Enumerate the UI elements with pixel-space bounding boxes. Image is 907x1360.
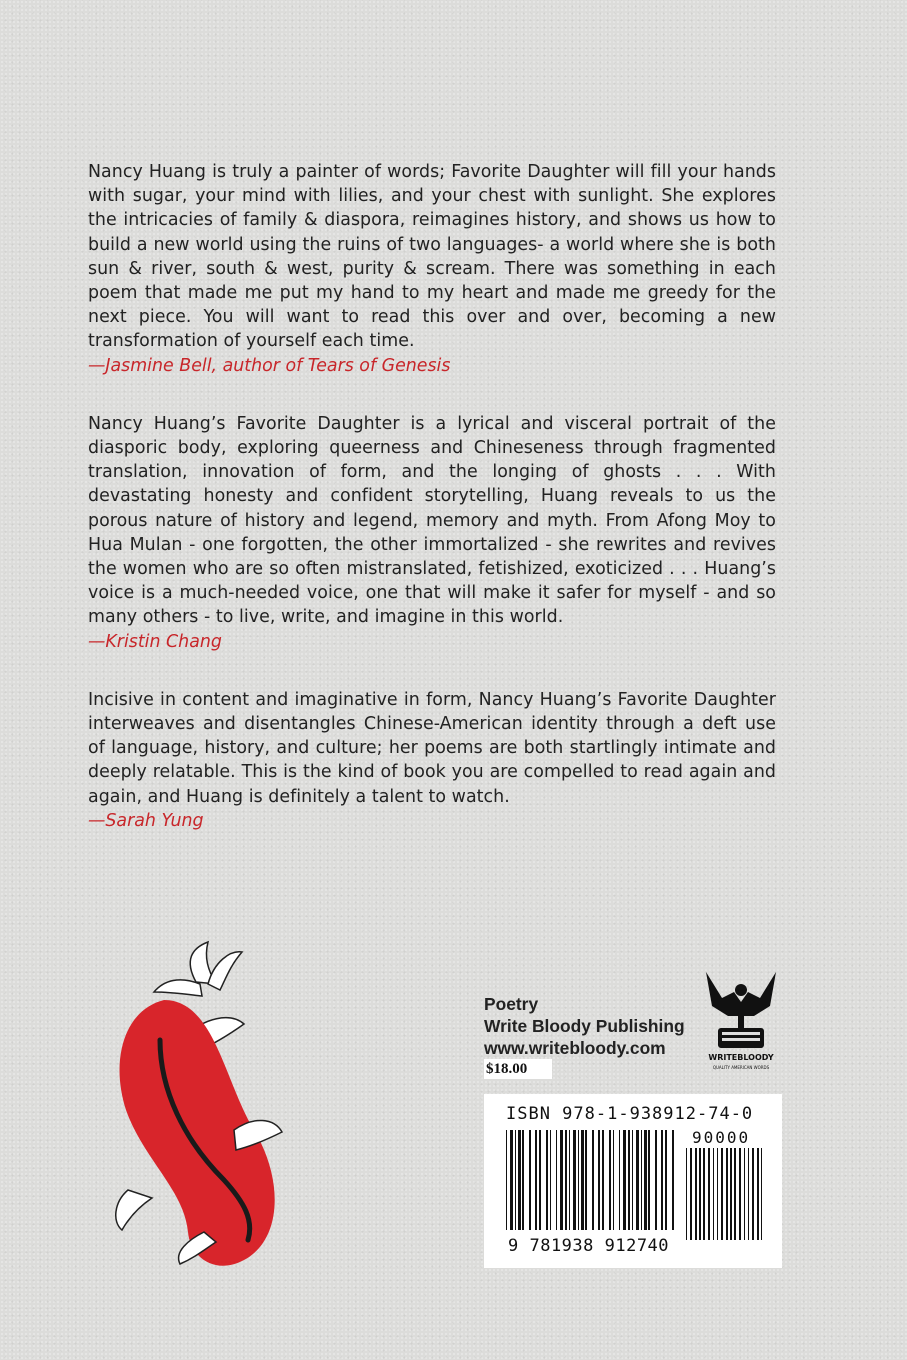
- barcode-bar: [592, 1130, 594, 1230]
- barcode-bar: [752, 1148, 754, 1240]
- barcode-bar: [721, 1148, 723, 1240]
- barcode-bar: [690, 1148, 692, 1240]
- writebloody-logo-icon: [700, 962, 782, 1078]
- logo-wordmark: WRITEBLOODY: [708, 1053, 774, 1062]
- barcode-bar: [510, 1130, 513, 1230]
- barcode-bar: [636, 1130, 639, 1230]
- barcode-bar: [569, 1130, 570, 1230]
- barcode-bar: [581, 1130, 584, 1230]
- blurb-1: Nancy Huang is truly a painter of words; Favorite Daughter will fill your hands with sugar, your mind with lilies, and your chest with sunlight. She explores the intricacies of family & diaspora, reimagines history, and shows us how to build a new world using the ruins of two languages- a world where she is both sun & river, south & west, purity & scream. There was something in each poem that made me put my hand to my heart and made me greedy for the next piece. You will want to read this over and over, becoming a new transformation of yourself each time.: [88, 162, 776, 352]
- barcode-bar: [573, 1130, 576, 1230]
- price-label: $18.00: [484, 1059, 552, 1079]
- blurb-3: Incisive in content and imaginative in form, Nancy Huang’s Favorite Daughter interweaves and disentangles Chinese-American identity through a deft use of language, history, and culture; her poems are both startlingly intimate and deeply relatable. This is the kind of book you are compelled to read again and again, and Huang is definitely a talent to watch.: [88, 689, 776, 807]
- category-label: Poetry: [484, 994, 539, 1014]
- price-code: 90000: [692, 1128, 751, 1147]
- barcode-bar: [686, 1148, 687, 1240]
- barcode-bar: [529, 1130, 531, 1230]
- barcode-bar: [739, 1148, 741, 1240]
- barcode-bar: [598, 1130, 600, 1230]
- barcode-bar: [703, 1148, 705, 1240]
- barcode-bar: [708, 1148, 710, 1240]
- barcode-bar: [713, 1148, 714, 1240]
- barcode-bar: [717, 1148, 718, 1240]
- blurbs-section: [88, 160, 776, 867]
- isbn-text: ISBN 978-1-938912-74-0: [506, 1104, 754, 1124]
- blurb-2-attribution: —Kristin Chang: [88, 631, 222, 652]
- barcode-bar: [619, 1130, 620, 1230]
- barcode-bar: [585, 1130, 587, 1230]
- barcode-bar: [518, 1130, 521, 1230]
- barcode-bar: [578, 1130, 579, 1230]
- publisher-name: Write Bloody Publishing: [484, 1016, 685, 1036]
- barcode-bar: [648, 1130, 650, 1230]
- barcode-bar: [609, 1130, 611, 1230]
- barcode-bar: [734, 1148, 736, 1240]
- barcode-bar: [522, 1130, 524, 1230]
- barcode-bar: [535, 1130, 537, 1230]
- blurb-2: Nancy Huang’s Favorite Daughter is a lyrical and visceral portrait of the diasporic body, exploring queerness and Chineseness through fragmented translation, innovation of form, and the longing of ghosts . . . With devastating honesty and confident storytelling, Huang reveals to us the porous nature of history and legend, memory and myth. From Afong Moy to Hua Mulan - one forgotten, the other immortalized - she rewrites and revives the women who are so often mistranslated, fetishized, exoticized . . . Huang’s voice is a much-needed voice, one that will make it safer for myself - and so many others - to live, write, and imagine in this world.: [88, 413, 776, 628]
- ean-digits: 9 781938 912740: [508, 1236, 670, 1256]
- barcode-bar: [602, 1130, 604, 1230]
- barcode-bar: [665, 1130, 667, 1230]
- publisher-info: [484, 993, 694, 1059]
- barcode-bar: [641, 1130, 642, 1230]
- barcode-bar: [560, 1130, 563, 1230]
- barcode-bar: [550, 1130, 551, 1230]
- barcode-bar: [565, 1130, 567, 1230]
- blurb-3-attribution: —Sarah Yung: [88, 810, 204, 831]
- logo-tagline: QUALITY AMERICAN WORDS: [712, 1065, 770, 1070]
- barcode-bar: [744, 1148, 745, 1240]
- barcode-bar: [515, 1130, 516, 1230]
- barcode-bar: [699, 1148, 701, 1240]
- barcode-bar: [730, 1148, 732, 1240]
- barcode-bar: [655, 1130, 657, 1230]
- barcode-addon-icon: [686, 1148, 762, 1240]
- barcode-bar: [761, 1148, 762, 1240]
- barcode-bar: [661, 1130, 663, 1230]
- barcode-bar: [506, 1130, 507, 1230]
- barcode-bar: [726, 1148, 728, 1240]
- barcode-bar: [613, 1130, 614, 1230]
- barcode-bar: [539, 1130, 541, 1230]
- barcode-icon: [506, 1130, 674, 1230]
- barcode-bar: [695, 1148, 697, 1240]
- barcode-bar: [632, 1130, 633, 1230]
- publisher-website: www.writebloody.com: [484, 1038, 666, 1058]
- barcode-bar: [644, 1130, 647, 1230]
- barcode-bar: [628, 1130, 630, 1230]
- koi-fish-illustration: [104, 940, 324, 1280]
- barcode-bar: [757, 1148, 759, 1240]
- barcode-bar: [748, 1148, 749, 1240]
- barcode-bar: [623, 1130, 626, 1230]
- blurb-1-attribution: —Jasmine Bell, author of Tears of Genesis: [88, 355, 451, 376]
- barcode-bar: [672, 1130, 674, 1230]
- barcode-bar: [556, 1130, 557, 1230]
- barcode-bar: [546, 1130, 548, 1230]
